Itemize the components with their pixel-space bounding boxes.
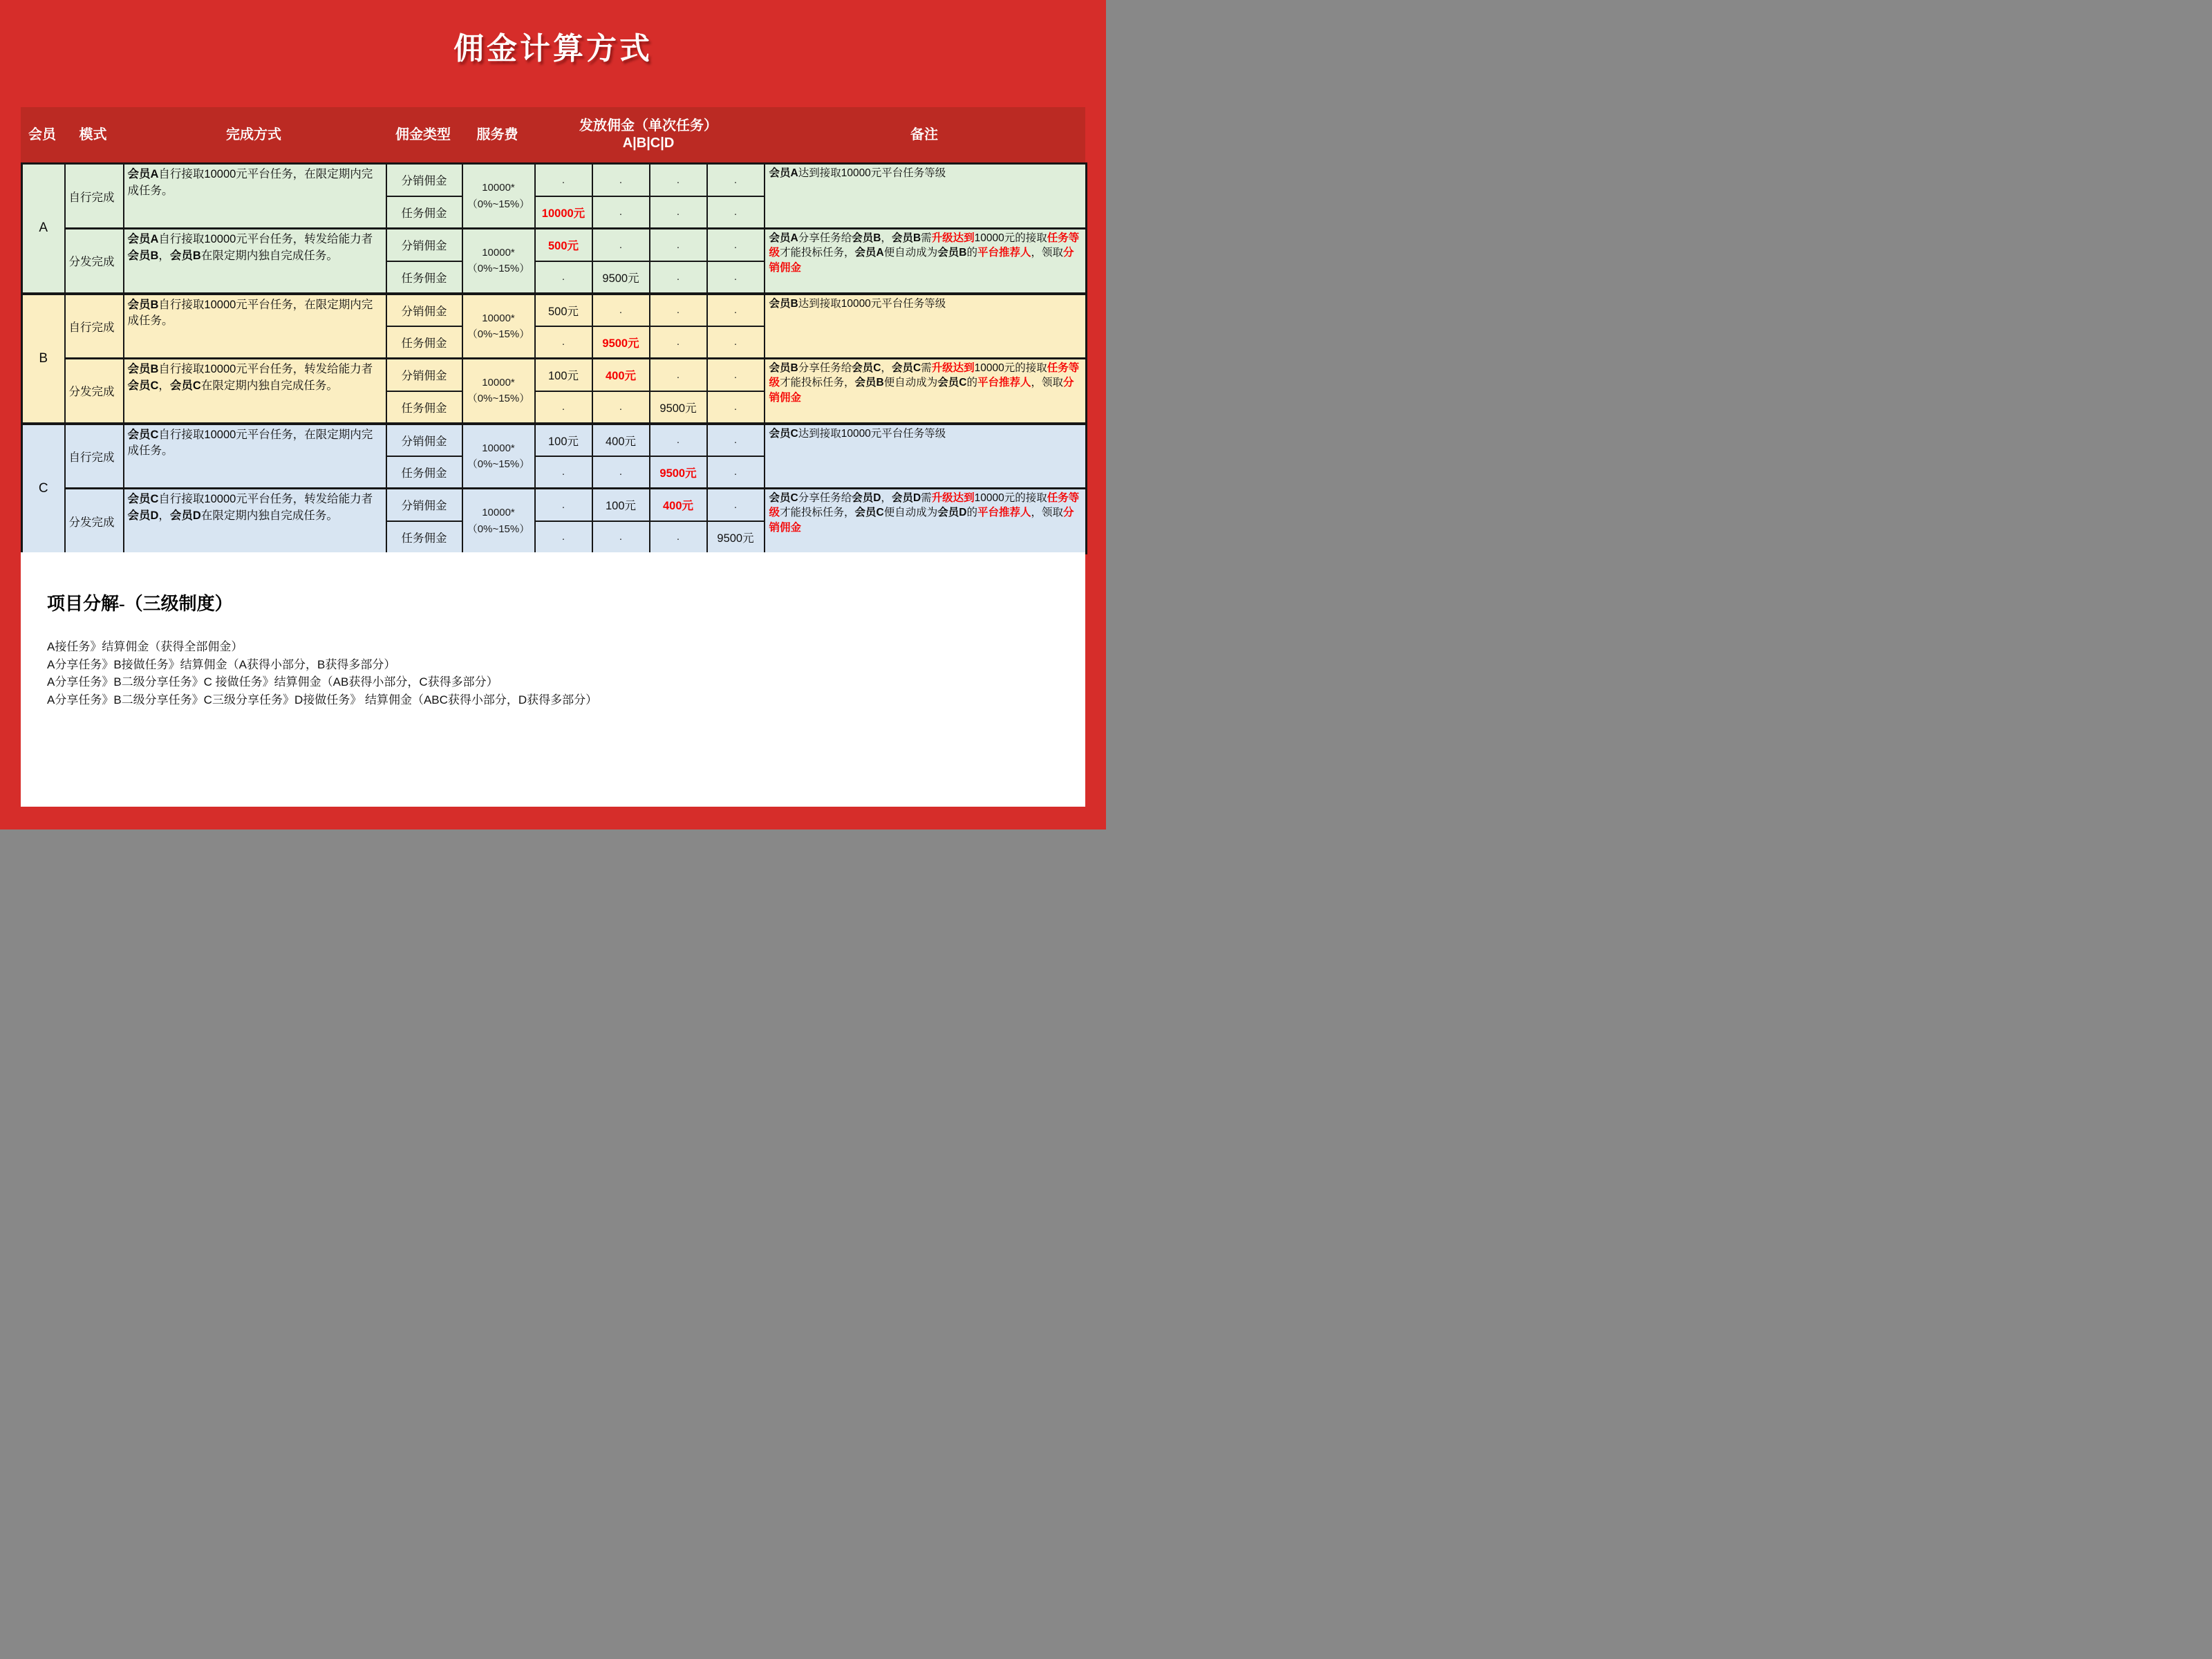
text-segment: 会员C — [852, 362, 881, 374]
payout-cell-d: 9500元 — [707, 521, 765, 554]
service-fee-amount: 10000* — [482, 312, 515, 324]
header-member — [21, 107, 64, 162]
payout-cell-a: . — [535, 391, 592, 424]
breakdown-section — [21, 552, 1085, 807]
payout-cell-c: . — [650, 521, 707, 554]
completion-desc-cell — [124, 229, 386, 294]
text-segment: 会员D — [852, 492, 881, 504]
service-fee-amount: 10000* — [482, 182, 515, 194]
breakdown-line: A接任务》结算佣金（获得全部佣金） — [47, 640, 243, 653]
text-segment: 才能投标任务， — [780, 507, 855, 519]
payout-cell-d: . — [707, 196, 765, 229]
mode-cell: 分发完成 — [65, 359, 124, 424]
service-fee-amount: 10000* — [482, 442, 515, 454]
text-segment: 会员C — [769, 492, 798, 504]
payout-cell-d: . — [707, 326, 765, 359]
text-segment: 会员C — [937, 377, 967, 389]
text-segment: 自行接取10000元平台任务，在限定期内完成任务。 — [127, 298, 373, 328]
text-segment: 平台推荐人 — [977, 507, 1031, 519]
text-segment: 的 — [966, 377, 977, 389]
remark-cell — [765, 229, 1087, 294]
completion-desc-cell — [124, 294, 386, 359]
text-segment: 需 — [921, 492, 932, 504]
mode-cell: 自行完成 — [65, 424, 124, 489]
service-fee-cell — [462, 229, 535, 294]
completion-desc-cell — [124, 489, 386, 554]
header-service-fee-label: 服务费 — [476, 126, 518, 142]
payout-cell-a: . — [535, 489, 592, 521]
text-segment: 的 — [966, 247, 977, 259]
text-segment: 达到接取10000元平台任务等级 — [798, 427, 946, 440]
text-segment: 自行接取10000元平台任务，转发给能力者 — [158, 493, 373, 505]
payout-cell-d: . — [707, 294, 765, 326]
commission-type-cell: 分销佣金 — [386, 424, 462, 456]
text-segment: 分销佣金 — [769, 377, 1074, 404]
service-fee-cell — [462, 424, 535, 489]
text-segment: 会员B — [769, 362, 798, 374]
payout-cell-d: . — [707, 489, 765, 521]
commission-type-cell: 任务佣金 — [386, 261, 462, 294]
payout-cell-b: . — [592, 229, 650, 261]
text-segment: 任务等级 — [769, 492, 1080, 519]
table-row — [22, 294, 1087, 326]
header-commission-type — [385, 107, 461, 162]
payout-cell-d: . — [707, 424, 765, 456]
payout-cell-c: . — [650, 196, 707, 229]
payout-cell-b: 400元 — [592, 424, 650, 456]
remark-cell — [765, 424, 1087, 489]
header-payout-line2: A|B|C|D — [622, 135, 675, 151]
text-segment: 会员C — [854, 507, 884, 519]
payout-cell-a: . — [535, 521, 592, 554]
completion-desc-cell — [124, 164, 386, 229]
header-mode — [64, 107, 122, 162]
text-segment: 会员B — [891, 232, 921, 244]
service-fee-rate: （0%~15%） — [467, 458, 530, 470]
text-segment: 达到接取10000元平台任务等级 — [798, 297, 946, 310]
header-completion — [122, 107, 385, 162]
text-segment: 便自动成为 — [883, 377, 938, 389]
payout-cell-b: . — [592, 294, 650, 326]
text-segment: ，领取 — [1031, 247, 1063, 259]
commission-poster — [0, 0, 1106, 830]
text-segment: 分享任务给 — [798, 232, 852, 244]
payout-cell-b: 9500元 — [592, 326, 650, 359]
payout-cell-b: . — [592, 391, 650, 424]
payout-cell-c: 400元 — [650, 489, 707, 521]
text-segment: 的 — [966, 507, 977, 519]
payout-cell-d: . — [707, 391, 765, 424]
payout-cell-d: . — [707, 456, 765, 489]
commission-type-cell: 任务佣金 — [386, 196, 462, 229]
member-cell: A — [22, 164, 65, 294]
payout-cell-c: . — [650, 326, 707, 359]
remark-cell — [765, 489, 1087, 554]
table-row — [22, 229, 1087, 261]
breakdown-lines — [47, 638, 597, 709]
text-segment: 会员B — [852, 232, 881, 244]
payout-cell-c: . — [650, 359, 707, 391]
payout-cell-d: . — [707, 261, 765, 294]
text-segment: 会员B — [854, 377, 884, 389]
text-segment: 需 — [921, 232, 932, 244]
text-segment: 会员C — [891, 362, 921, 374]
payout-cell-c: . — [650, 164, 707, 196]
commission-type-cell: 任务佣金 — [386, 456, 462, 489]
payout-cell-a: 10000元 — [535, 196, 592, 229]
table-row — [22, 164, 1087, 196]
payout-cell-b: 9500元 — [592, 261, 650, 294]
text-segment: 分享任务给 — [798, 492, 852, 504]
text-segment: 达到接取10000元平台任务等级 — [798, 167, 946, 179]
text-segment: 会员C — [127, 493, 159, 505]
page-title: 佣金计算方式 — [453, 32, 653, 66]
payout-cell-d: . — [707, 359, 765, 391]
payout-cell-b: . — [592, 521, 650, 554]
payout-cell-a: 500元 — [535, 229, 592, 261]
text-segment: ，领取 — [1031, 377, 1063, 389]
mode-cell: 分发完成 — [65, 229, 124, 294]
text-segment: 会员D — [891, 492, 921, 504]
text-segment: 会员A — [854, 247, 884, 259]
payout-cell-c: 9500元 — [650, 456, 707, 489]
payout-cell-b: . — [592, 456, 650, 489]
service-fee-rate: （0%~15%） — [467, 198, 530, 210]
header-remark-label: 备注 — [910, 126, 938, 142]
text-segment: 会员D — [169, 509, 201, 522]
text-segment: 升级达到 — [931, 492, 975, 504]
header-service-fee — [461, 107, 534, 162]
text-segment: 会员D — [937, 507, 967, 519]
text-segment: 自行接取10000元平台任务，转发给能力者 — [158, 363, 373, 375]
text-segment: 会员C — [127, 379, 159, 392]
text-segment: ， — [881, 362, 892, 374]
commission-type-cell: 任务佣金 — [386, 326, 462, 359]
remark-cell — [765, 164, 1087, 229]
payout-cell-d: . — [707, 164, 765, 196]
commission-type-cell: 分销佣金 — [386, 229, 462, 261]
breakdown-line: A分享任务》B二级分享任务》C三级分享任务》D接做任务》 结算佣金（ABC获得小部分，D获得多部分） — [47, 693, 598, 706]
payout-cell-c: 9500元 — [650, 391, 707, 424]
commission-type-cell: 任务佣金 — [386, 521, 462, 554]
payout-cell-b: 100元 — [592, 489, 650, 521]
text-segment: 平台推荐人 — [977, 247, 1031, 259]
payout-cell-a: 500元 — [535, 294, 592, 326]
service-fee-cell — [462, 359, 535, 424]
service-fee-cell — [462, 294, 535, 359]
text-segment: 自行接取10000元平台任务，在限定期内完成任务。 — [127, 168, 373, 197]
commission-type-cell: 分销佣金 — [386, 164, 462, 196]
payout-cell-a: 100元 — [535, 359, 592, 391]
text-segment: 会员C — [127, 428, 159, 441]
commission-type-cell: 任务佣金 — [386, 391, 462, 424]
payout-cell-c: . — [650, 294, 707, 326]
text-segment: 会员B — [127, 249, 159, 262]
completion-desc-cell — [124, 424, 386, 489]
header-payout — [534, 107, 763, 162]
payout-cell-c: . — [650, 424, 707, 456]
text-segment: 需 — [921, 362, 932, 374]
breakdown-title: 项目分解-（三级制度） — [47, 594, 233, 614]
breakdown-line: A分享任务》B二级分享任务》C 接做任务》结算佣金（AB获得小部分，C获得多部分） — [47, 675, 498, 688]
text-segment: ， — [881, 492, 892, 504]
member-cell: B — [22, 294, 65, 424]
text-segment: 会员A — [127, 233, 159, 245]
commission-type-cell: 分销佣金 — [386, 359, 462, 391]
commission-type-cell: 分销佣金 — [386, 489, 462, 521]
text-segment: 任务等级 — [769, 362, 1080, 389]
text-segment: ，领取 — [1031, 507, 1063, 519]
table-body — [21, 162, 1087, 554]
text-segment: 平台推荐人 — [977, 377, 1031, 389]
service-fee-rate: （0%~15%） — [467, 393, 530, 405]
text-segment: 才能投标任务， — [780, 247, 855, 259]
text-segment: 会员B — [127, 298, 159, 311]
text-segment: 10000元的接取 — [974, 492, 1047, 504]
remark-cell — [765, 294, 1087, 359]
table-header — [21, 107, 1085, 162]
service-fee-rate: （0%~15%） — [467, 263, 530, 275]
service-fee-cell — [462, 489, 535, 554]
text-segment: 会员B — [937, 247, 967, 259]
text-segment: 会员B — [127, 363, 159, 375]
text-segment: 分销佣金 — [769, 507, 1074, 534]
completion-desc-cell — [124, 359, 386, 424]
payout-cell-b: 400元 — [592, 359, 650, 391]
text-segment: 便自动成为 — [883, 507, 938, 519]
table-row — [22, 489, 1087, 521]
commission-type-cell: 分销佣金 — [386, 294, 462, 326]
service-fee-amount: 10000* — [482, 247, 515, 259]
text-segment: 在限定期内独自完成任务。 — [200, 249, 338, 262]
payout-cell-a: . — [535, 261, 592, 294]
payout-cell-a: . — [535, 326, 592, 359]
text-segment: 自行接取10000元平台任务，转发给能力者 — [158, 233, 373, 245]
text-segment: 分享任务给 — [798, 362, 852, 374]
text-segment: 会员A — [769, 232, 798, 244]
header-commission-type-label: 佣金类型 — [395, 126, 451, 142]
member-cell: C — [22, 424, 65, 554]
text-segment: 任务等级 — [769, 232, 1080, 259]
mode-cell: 分发完成 — [65, 489, 124, 554]
breakdown-line: A分享任务》B接做任务》结算佣金（A获得小部分，B获得多部分） — [47, 657, 396, 671]
text-segment: 自行接取10000元平台任务，在限定期内完成任务。 — [127, 428, 373, 458]
payout-cell-b: . — [592, 164, 650, 196]
text-segment: 10000元的接取 — [974, 232, 1047, 244]
commission-table — [21, 107, 1085, 554]
text-segment: 升级达到 — [931, 362, 975, 374]
header-completion-label: 完成方式 — [226, 126, 281, 142]
header-payout-line1: 发放佣金（单次任务） — [579, 118, 718, 133]
service-fee-amount: 10000* — [482, 377, 515, 388]
header-mode-label: 模式 — [79, 126, 107, 142]
text-segment: ， — [158, 509, 170, 522]
mode-cell: 自行完成 — [65, 164, 124, 229]
text-segment: 会员D — [127, 509, 159, 522]
text-segment: ， — [881, 232, 892, 244]
payout-cell-a: . — [535, 164, 592, 196]
table-row — [22, 359, 1087, 391]
mode-cell: 自行完成 — [65, 294, 124, 359]
text-segment: 10000元的接取 — [974, 362, 1047, 374]
text-segment: 在限定期内独自完成任务。 — [200, 509, 338, 522]
text-segment: 会员B — [169, 249, 201, 262]
service-fee-rate: （0%~15%） — [467, 328, 530, 340]
payout-cell-c: . — [650, 261, 707, 294]
text-segment: 会员B — [769, 297, 798, 310]
text-segment: ， — [158, 249, 170, 262]
text-segment: 在限定期内独自完成任务。 — [200, 379, 338, 392]
text-segment: 会员A — [127, 168, 159, 180]
service-fee-cell — [462, 164, 535, 229]
text-segment: 才能投标任务， — [780, 377, 855, 389]
payout-cell-c: . — [650, 229, 707, 261]
service-fee-rate: （0%~15%） — [467, 523, 530, 535]
text-segment: 会员C — [169, 379, 201, 392]
table-row — [22, 424, 1087, 456]
text-segment: 会员A — [769, 167, 798, 179]
remark-cell — [765, 359, 1087, 424]
text-segment: 升级达到 — [931, 232, 975, 244]
text-segment: ， — [158, 379, 170, 392]
header-member-label: 会员 — [28, 126, 56, 142]
payout-cell-d: . — [707, 229, 765, 261]
payout-cell-a: 100元 — [535, 424, 592, 456]
service-fee-amount: 10000* — [482, 507, 515, 519]
text-segment: 便自动成为 — [883, 247, 938, 259]
payout-cell-b: . — [592, 196, 650, 229]
payout-cell-a: . — [535, 456, 592, 489]
text-segment: 分销佣金 — [769, 247, 1074, 274]
header-remark — [763, 107, 1085, 162]
text-segment: 会员C — [769, 427, 798, 440]
